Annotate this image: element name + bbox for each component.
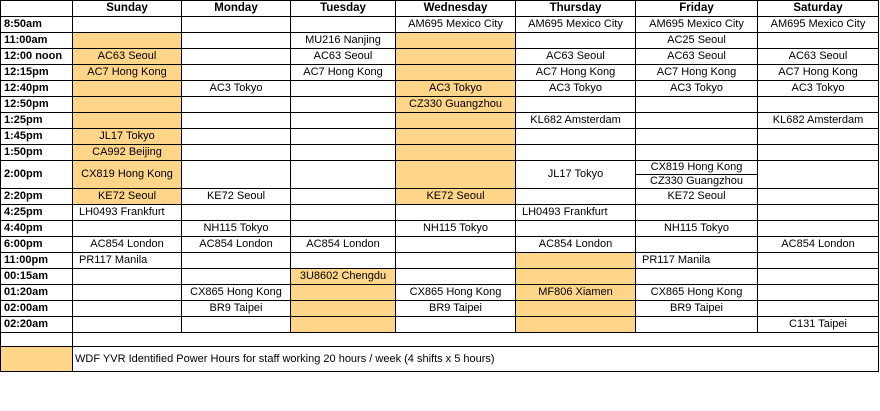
flight-cell [291, 285, 396, 301]
table-row [1, 81, 879, 97]
flight-cell [396, 237, 516, 253]
schedule-body-bottom [1, 189, 879, 333]
flight-cell [73, 113, 182, 129]
flight-cell: MU216 Nanjing [291, 33, 396, 49]
header-thursday: Thursday [516, 1, 636, 17]
time-cell: 1:45pm [1, 129, 73, 145]
table-row [1, 161, 879, 175]
flight-cell [291, 221, 396, 237]
flight-cell [396, 161, 516, 189]
flight-cell [758, 33, 879, 49]
flight-cell [758, 97, 879, 113]
flight-cell [516, 129, 636, 145]
flight-cell: AC7 Hong Kong [636, 65, 758, 81]
flight-cell: AC63 Seoul [636, 49, 758, 65]
flight-cell [73, 97, 182, 113]
table-row [1, 237, 879, 253]
time-cell: 2:20pm [1, 189, 73, 205]
flight-cell [291, 189, 396, 205]
time-cell: 11:00pm [1, 253, 73, 269]
flight-cell: BR9 Taipei [396, 301, 516, 317]
flight-cell: NH115 Tokyo [636, 221, 758, 237]
flight-cell [182, 317, 291, 333]
flight-cell [516, 97, 636, 113]
flight-cell: AC7 Hong Kong [516, 65, 636, 81]
flight-cell: AC854 London [758, 237, 879, 253]
flight-cell [758, 129, 879, 145]
flight-cell: KE72 Seoul [182, 189, 291, 205]
flight-cell [182, 33, 291, 49]
flight-cell [636, 237, 758, 253]
flight-cell [291, 317, 396, 333]
flight-cell: KE72 Seoul [396, 189, 516, 205]
table-row [1, 285, 879, 301]
flight-cell [396, 269, 516, 285]
flight-cell: AM695 Mexico City [516, 17, 636, 33]
flight-cell [291, 253, 396, 269]
legend-row [1, 347, 879, 372]
flight-cell: CZ330 Guangzhou [636, 175, 758, 189]
flight-cell [73, 81, 182, 97]
flight-cell: CX819 Hong Kong [73, 161, 182, 189]
flight-cell [396, 205, 516, 221]
flight-cell [291, 205, 396, 221]
time-cell: 12:50pm [1, 97, 73, 113]
flight-cell: PR117 Manila [636, 253, 758, 269]
flight-cell [291, 301, 396, 317]
flight-cell [291, 113, 396, 129]
flight-cell [291, 81, 396, 97]
flight-cell [516, 269, 636, 285]
table-row [1, 49, 879, 65]
flight-cell: CA992 Beijing [73, 145, 182, 161]
flight-cell [291, 145, 396, 161]
flight-cell [758, 161, 879, 189]
flight-cell: AC63 Seoul [73, 49, 182, 65]
flight-cell [396, 113, 516, 129]
time-cell: 00:15am [1, 269, 73, 285]
flight-cell [516, 253, 636, 269]
schedule-2pm-slot [1, 161, 879, 189]
time-cell: 6:00pm [1, 237, 73, 253]
legend-swatch [1, 347, 73, 372]
flight-cell: CX865 Hong Kong [636, 285, 758, 301]
time-cell: 01:20am [1, 285, 73, 301]
flight-cell [182, 65, 291, 81]
time-cell: 4:40pm [1, 221, 73, 237]
time-cell: 8:50am [1, 17, 73, 33]
spacer-cell [73, 333, 879, 347]
flight-cell: KE72 Seoul [73, 189, 182, 205]
legend-text: WDF YVR Identified Power Hours for staff working 20 hours / week (4 shifts x 5 hours) [73, 347, 879, 372]
table-row [1, 145, 879, 161]
flight-cell [516, 221, 636, 237]
time-cell: 12:40pm [1, 81, 73, 97]
flight-cell: AC854 London [291, 237, 396, 253]
table-row [1, 33, 879, 49]
flight-cell: AM695 Mexico City [636, 17, 758, 33]
flight-cell [636, 269, 758, 285]
flight-cell [396, 145, 516, 161]
flight-cell: AC854 London [182, 237, 291, 253]
flight-cell [291, 129, 396, 145]
flight-cell [182, 145, 291, 161]
table-row [1, 129, 879, 145]
flight-cell [636, 205, 758, 221]
flight-cell [758, 205, 879, 221]
time-cell: 02:20am [1, 317, 73, 333]
header-monday: Monday [182, 1, 291, 17]
flight-cell [758, 301, 879, 317]
flight-cell: AC3 Tokyo [758, 81, 879, 97]
flight-cell: CZ330 Guangzhou [396, 97, 516, 113]
header-saturday: Saturday [758, 1, 879, 17]
flight-cell: AC25 Seoul [636, 33, 758, 49]
time-cell: 1:25pm [1, 113, 73, 129]
flight-cell [758, 253, 879, 269]
flight-cell [758, 189, 879, 205]
flight-cell [73, 221, 182, 237]
flight-cell [516, 301, 636, 317]
header-time [1, 1, 73, 17]
flight-cell: AC3 Tokyo [182, 81, 291, 97]
flight-cell: C131 Taipei [758, 317, 879, 333]
flight-cell [291, 161, 396, 189]
flight-cell: CX819 Hong Kong [636, 161, 758, 175]
flight-cell [516, 317, 636, 333]
flight-cell: AC63 Seoul [516, 49, 636, 65]
flight-cell: CX865 Hong Kong [396, 285, 516, 301]
flight-cell [396, 49, 516, 65]
flight-cell [182, 49, 291, 65]
flight-cell: NH115 Tokyo [396, 221, 516, 237]
table-row [1, 113, 879, 129]
flight-cell: AC63 Seoul [758, 49, 879, 65]
flight-cell [758, 145, 879, 161]
flight-cell [182, 129, 291, 145]
flight-cell: AC7 Hong Kong [73, 65, 182, 81]
table-row [1, 221, 879, 237]
flight-cell: BR9 Taipei [636, 301, 758, 317]
table-row [1, 301, 879, 317]
flight-cell [182, 17, 291, 33]
flight-cell [636, 113, 758, 129]
spacer-cell [1, 333, 73, 347]
flight-cell [758, 269, 879, 285]
table-row [1, 189, 879, 205]
flight-cell [636, 97, 758, 113]
flight-cell: AC3 Tokyo [516, 81, 636, 97]
flight-cell [182, 253, 291, 269]
time-cell: 12:00 noon [1, 49, 73, 65]
table-row [1, 205, 879, 221]
flight-cell: BR9 Taipei [182, 301, 291, 317]
header-friday: Friday [636, 1, 758, 17]
flight-cell [636, 129, 758, 145]
time-cell: 4:25pm [1, 205, 73, 221]
flight-cell [182, 205, 291, 221]
table-row [1, 17, 879, 33]
flight-cell [758, 285, 879, 301]
flight-cell [636, 317, 758, 333]
header-sunday: Sunday [73, 1, 182, 17]
flight-cell: AC63 Seoul [291, 49, 396, 65]
flight-cell [396, 317, 516, 333]
flight-cell [73, 317, 182, 333]
flight-cell: AC7 Hong Kong [758, 65, 879, 81]
time-cell: 1:50pm [1, 145, 73, 161]
legend-section [1, 333, 879, 372]
flight-cell: JL17 Tokyo [516, 161, 636, 189]
flight-cell: CX865 Hong Kong [182, 285, 291, 301]
flight-cell: AC7 Hong Kong [291, 65, 396, 81]
table-row [1, 65, 879, 81]
flight-cell [73, 33, 182, 49]
time-cell: 11:00am [1, 33, 73, 49]
flight-cell: 3U8602 Chengdu [291, 269, 396, 285]
spacer-row [1, 333, 879, 347]
flight-cell: JL17 Tokyo [73, 129, 182, 145]
flight-cell: PR117 Manila [73, 253, 182, 269]
header-wednesday: Wednesday [396, 1, 516, 17]
flight-cell: LH0493 Frankfurt [516, 205, 636, 221]
flight-cell: AC854 London [73, 237, 182, 253]
flight-cell [73, 301, 182, 317]
flight-cell [182, 269, 291, 285]
flight-cell: LH0493 Frankfurt [73, 205, 182, 221]
flight-cell [516, 33, 636, 49]
flight-cell [758, 221, 879, 237]
flight-cell [291, 17, 396, 33]
schedule-body-top [1, 17, 879, 161]
flight-cell [182, 113, 291, 129]
table-row [1, 253, 879, 269]
flight-cell [182, 97, 291, 113]
flight-cell [396, 253, 516, 269]
flight-cell: AC854 London [516, 237, 636, 253]
table-row [1, 97, 879, 113]
flight-cell [636, 145, 758, 161]
table-row [1, 317, 879, 333]
flight-cell: KE72 Seoul [636, 189, 758, 205]
flight-cell: KL682 Amsterdam [516, 113, 636, 129]
time-cell: 02:00am [1, 301, 73, 317]
table-row [1, 269, 879, 285]
flight-cell [396, 33, 516, 49]
flight-cell [73, 17, 182, 33]
flight-cell [182, 161, 291, 189]
header-row [1, 1, 879, 17]
time-cell: 2:00pm [1, 161, 73, 189]
flight-cell: KL682 Amsterdam [758, 113, 879, 129]
time-cell: 12:15pm [1, 65, 73, 81]
flight-cell [73, 285, 182, 301]
flight-cell [73, 269, 182, 285]
flight-cell [291, 97, 396, 113]
flight-cell [516, 189, 636, 205]
flight-cell: NH115 Tokyo [182, 221, 291, 237]
flight-cell [516, 145, 636, 161]
flight-cell: MF806 Xiamen [516, 285, 636, 301]
flight-cell: AM695 Mexico City [396, 17, 516, 33]
header-tuesday: Tuesday [291, 1, 396, 17]
flight-cell [396, 129, 516, 145]
flight-cell: AC3 Tokyo [396, 81, 516, 97]
flight-cell: AM695 Mexico City [758, 17, 879, 33]
flight-cell: AC3 Tokyo [636, 81, 758, 97]
flight-cell [396, 65, 516, 81]
